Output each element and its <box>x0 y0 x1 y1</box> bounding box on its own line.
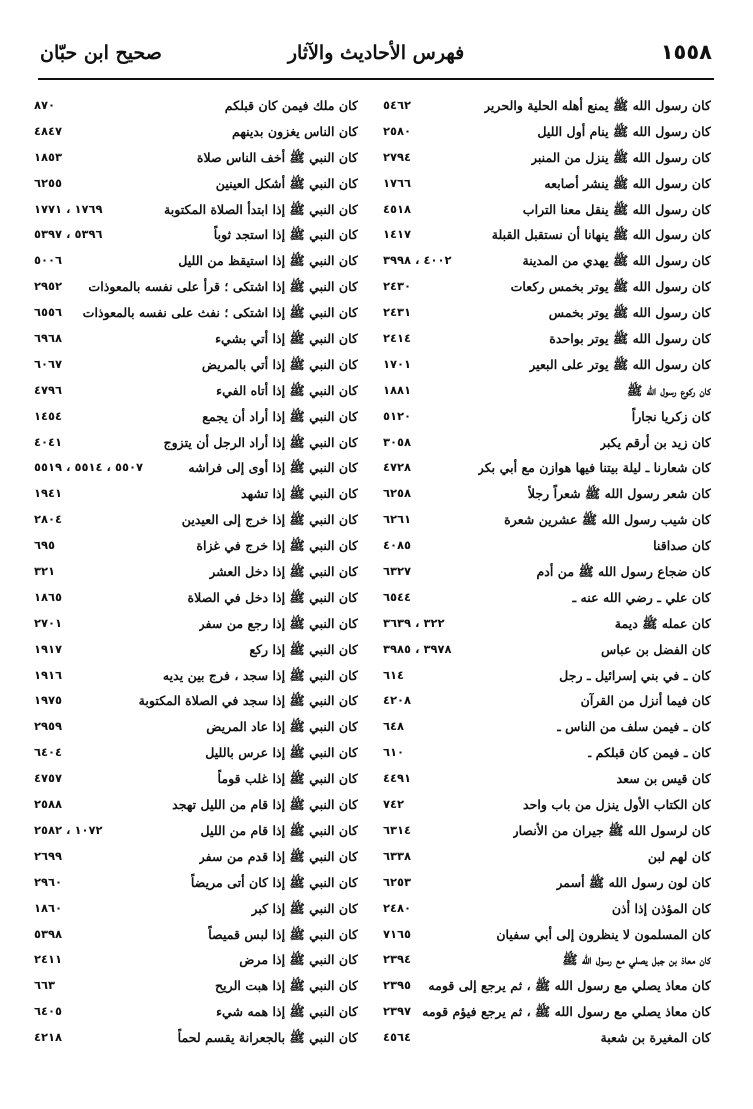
index-entry <box>32 611 358 637</box>
entry-text: كان النبي ﷺ إذا قام من الليل تهجد <box>172 797 358 813</box>
index-entry <box>32 378 358 404</box>
entry-text: كان النبي ﷺ بالجعرانة يقسم لحماً <box>177 1030 358 1046</box>
index-entry <box>381 197 711 223</box>
index-entry <box>381 637 711 663</box>
index-entry <box>381 947 711 973</box>
entry-text: كان لون رسول الله ﷺ أسمر <box>556 874 711 890</box>
index-entry <box>32 663 358 689</box>
entry-reference: ٦٣٢٧ <box>383 564 412 579</box>
entry-text: كان رسول الله ﷺ يوتر على البعير <box>529 356 711 372</box>
entry-text: كان شعارنا ـ ليلة بيتنا فيها هوازن مع أبي بكر <box>477 460 711 476</box>
entry-reference: ٦٢٥٨ <box>383 486 412 501</box>
index-entry <box>32 326 358 352</box>
entry-reference: ٤٠٠٢ ، ٣٩٩٨ <box>383 253 452 268</box>
entry-text: كان شعر رسول الله ﷺ شعراً رجلاً <box>527 486 711 502</box>
index-entry <box>32 248 358 274</box>
index-entry <box>381 222 711 248</box>
entry-text: كان ـ فيمن سلف من الناس ـ <box>557 719 711 735</box>
entry-text: كان المؤذن إذا أذن <box>611 900 711 916</box>
index-entry <box>381 507 711 533</box>
entry-reference: ٥٤٦٢ <box>383 98 412 112</box>
entry-reference: ٢٤٣١ <box>383 305 412 320</box>
entry-text: كان معاذ بن جبل يصلي مع رسول الله ﷺ <box>562 952 711 968</box>
entry-reference: ٢٧٩٤ <box>383 149 412 164</box>
entry-text: كان النبي ﷺ إذا دخل العشر <box>209 564 358 580</box>
entry-text: كان لرسول الله ﷺ جيران من الأنصار <box>512 822 711 838</box>
entry-reference: ٤٠٤١ <box>34 434 63 449</box>
entry-text: كان ـ في بني إسرائيل ـ رجل <box>559 667 711 683</box>
entry-text: كان النبي ﷺ إذا رجع من سفر <box>198 615 358 631</box>
index-entry <box>381 922 711 948</box>
index-entry <box>32 352 358 378</box>
index-entry <box>381 559 711 585</box>
entry-text: كان النبي ﷺ إذا هبت الريح <box>215 978 358 994</box>
entry-text: كان المسلمون لا ينظرون إلى أبي سفيان <box>496 926 711 942</box>
entry-reference: ٣٠٥٨ <box>383 434 412 449</box>
entry-reference: ٣٢٢ ، ٣٦٣٩ <box>383 615 445 630</box>
entry-reference: ٢٧٠١ <box>34 615 63 630</box>
entry-text: كان النبي ﷺ إذا غلب قوماً <box>217 771 358 787</box>
book-title: صحيح ابن حبّان <box>40 42 162 64</box>
entry-reference: ٦٥٤٤ <box>383 589 412 604</box>
index-entry <box>381 999 711 1025</box>
entry-reference: ٢٤٨٠ <box>383 900 412 915</box>
index-entry <box>381 404 711 430</box>
index-entry <box>381 326 711 352</box>
entry-reference: ٦٢٥٣ <box>383 874 412 889</box>
entry-reference: ١٩٤١ <box>34 486 63 501</box>
index-entry <box>32 999 358 1025</box>
entry-reference: ٤٢٠٨ <box>383 693 412 708</box>
entry-reference: ٨٧٠ <box>34 98 56 112</box>
entry-reference: ٥٥٠٧ ، ٥٥١٤ ، ٥٥١٩ <box>34 460 144 475</box>
index-entry <box>32 171 358 197</box>
entry-text: كان النبي ﷺ إذا قدم من سفر <box>198 848 358 864</box>
entry-text: كان النبي ﷺ إذا أتي بشيء <box>215 331 358 347</box>
entry-reference: ٣٢١ <box>34 564 56 579</box>
entry-reference: ٦٣٣٨ <box>383 848 412 863</box>
entry-reference: ٢٩٦٠ <box>34 874 63 889</box>
index-entry <box>381 378 711 404</box>
index-entry <box>32 766 358 792</box>
index-entry <box>381 533 711 559</box>
entry-reference: ١٩١٦ <box>34 667 63 682</box>
entry-reference: ٣٩٧٨ ، ٣٩٨٥ <box>383 641 452 656</box>
entry-text: كان النبي ﷺ إذا كان أتى مريضاً <box>190 874 358 890</box>
index-entry <box>381 792 711 818</box>
entry-reference: ٢٣٩٧ <box>383 1004 412 1019</box>
entry-text: كان النبي ﷺ إذا لبس قميصاً <box>208 926 358 942</box>
entry-reference: ٢٥٨٨ <box>34 797 63 812</box>
entry-reference: ٥٣٩٦ ، ٥٣٩٧ <box>34 227 103 242</box>
entry-text: كان فيما أنزل من القرآن <box>580 693 711 709</box>
index-entry <box>32 585 358 611</box>
entry-reference: ١٨٦٥ <box>34 589 63 604</box>
entry-reference: ٤٠٨٥ <box>383 538 412 553</box>
entry-reference: ٢٦٩٩ <box>34 848 63 863</box>
index-entry <box>32 559 358 585</box>
entry-reference: ٦٩٥ <box>34 538 56 553</box>
page-title: فهرس الأحاديث والآثار <box>287 42 465 64</box>
entry-reference: ١٩١٧ <box>34 641 63 656</box>
entry-text: كان زكريا نجاراً <box>631 408 711 424</box>
index-entry <box>381 430 711 456</box>
entry-reference: ٢٤١٤ <box>383 331 412 346</box>
index-entry <box>32 455 358 481</box>
index-entry <box>381 740 711 766</box>
entry-reference: ٥٣٩٨ <box>34 926 63 941</box>
entry-reference: ١٨٨١ <box>383 382 412 397</box>
index-entry <box>32 93 358 119</box>
index-entry <box>381 352 711 378</box>
entry-text: كان النبي ﷺ إذا همه شيء <box>216 1004 358 1020</box>
entry-reference: ٦١٠ <box>383 745 405 760</box>
entry-reference: ٢٤١١ <box>34 952 63 967</box>
entry-reference: ٦٥٥٦ <box>34 305 63 320</box>
index-entry <box>32 507 358 533</box>
index-entry <box>381 818 711 844</box>
entry-reference: ١٤١٧ <box>383 227 412 242</box>
entry-reference: ٤٢١٨ <box>34 1030 63 1045</box>
entry-reference: ٦٩٦٨ <box>34 331 63 346</box>
entry-reference: ٤٤٩١ <box>383 771 412 786</box>
entry-reference: ٤٧٩٦ <box>34 382 63 397</box>
entry-text: كان قيس بن سعد <box>616 771 711 787</box>
index-entry <box>381 973 711 999</box>
entry-text: كان رسول الله ﷺ ينقل معنا التراب <box>522 201 711 217</box>
entry-reference: ٤٥١٨ <box>383 201 412 216</box>
index-entry <box>32 818 358 844</box>
entry-text: كان رسول الله ﷺ ينام أول الليل <box>537 123 711 139</box>
entry-text: كان النبي ﷺ إذا خرج إلى العيدين <box>181 512 358 528</box>
index-entry <box>32 404 358 430</box>
entry-text: كان المغيرة بن شعبة <box>600 1030 711 1046</box>
entry-reference: ١٨٦٠ <box>34 900 63 915</box>
index-entry <box>381 611 711 637</box>
entry-text: كان النبي ﷺ إذا تشهد <box>240 486 358 502</box>
entry-reference: ٦٤٠٤ <box>34 745 63 760</box>
entry-reference: ٢٣٩٤ <box>383 952 412 967</box>
entry-reference: ٥١٢٠ <box>383 408 412 423</box>
entry-text: كان النبي ﷺ إذا أتي بالمريض <box>201 356 358 372</box>
entry-reference: ٤٧٥٧ <box>34 771 63 786</box>
index-entry <box>32 792 358 818</box>
index-entry <box>32 688 358 714</box>
index-entry <box>32 870 358 896</box>
entry-reference: ٦٤٠٥ <box>34 1004 63 1019</box>
entry-reference: ٦٢٦١ <box>383 512 412 527</box>
index-entry <box>381 455 711 481</box>
index-entry <box>32 274 358 300</box>
index-entry <box>32 637 358 663</box>
entry-reference: ١٧٦٩ ، ١٧٧١ <box>34 201 103 216</box>
entry-reference: ٢٥٨٠ <box>383 123 412 138</box>
index-entry <box>32 740 358 766</box>
index-entry <box>381 481 711 507</box>
entry-reference: ٧١٦٥ <box>383 926 412 941</box>
entry-text: كان رسول الله ﷺ يوتر بخمس <box>548 305 711 321</box>
entry-text: كان النبي ﷺ أخف الناس صلاة <box>196 149 358 165</box>
index-entry <box>381 896 711 922</box>
index-entry <box>32 973 358 999</box>
index-entry <box>32 197 358 223</box>
index-entry <box>32 533 358 559</box>
entry-text: كان زيد بن أرقم يكبر <box>599 434 711 450</box>
entry-reference: ١٠٧٢ ، ٢٥٨٢ <box>34 822 103 837</box>
entry-reference: ١٩٧٥ <box>34 693 63 708</box>
entry-reference: ٤٧٢٨ <box>383 460 412 475</box>
index-entry <box>32 1025 358 1051</box>
entry-reference: ٢٩٥٢ <box>34 279 63 294</box>
entry-reference: ٦١٤ <box>383 667 405 682</box>
header-rule <box>38 78 714 80</box>
index-entry <box>381 714 711 740</box>
index-entry <box>32 481 358 507</box>
entry-text: كان رسول الله ﷺ يوتر بواحدة <box>549 331 711 347</box>
entry-text: كان شيب رسول الله ﷺ عشرين شعرة <box>504 512 711 528</box>
entry-reference: ٦٢٥٥ <box>34 175 63 190</box>
entry-text: كان ـ فيمن كان قبلكم ـ <box>587 745 711 761</box>
index-entry <box>381 171 711 197</box>
entry-text: كان النبي ﷺ إذا قام من الليل <box>200 822 358 838</box>
entry-text: كان رسول الله ﷺ ينزل من المنبر <box>530 149 711 165</box>
index-entry <box>381 766 711 792</box>
entry-reference: ١٨٥٣ <box>34 149 63 164</box>
entry-text: كان النبي ﷺ إذا سجد ، فرج بين يديه <box>162 667 358 683</box>
entry-text: كان الناس يغزون بدينهم <box>231 123 358 139</box>
index-entry <box>32 844 358 870</box>
index-entry <box>381 585 711 611</box>
entry-reference: ١٧٠١ <box>383 356 412 371</box>
entry-reference: ٦٤٨ <box>383 719 405 734</box>
index-column-left <box>32 93 358 1051</box>
entry-text: كان رسول الله ﷺ ينشر أصابعه <box>544 175 711 191</box>
entry-reference: ٢٣٩٥ <box>383 978 412 993</box>
index-entry <box>381 1025 711 1051</box>
entry-reference: ٥٠٠٦ <box>34 253 63 268</box>
index-entry <box>32 430 358 456</box>
entry-text: كان النبي ﷺ إذا خرج في غزاة <box>196 538 358 554</box>
index-entry <box>32 300 358 326</box>
entry-text: كان النبي ﷺ إذا اشتكى ؛ قرأ على نفسه بالمعوذات <box>88 279 358 295</box>
index-entry <box>381 145 711 171</box>
entry-text: كان النبي ﷺ إذا أتاه الفيء <box>216 382 358 398</box>
entry-text: كان النبي ﷺ إذا دخل في الصلاة <box>187 589 358 605</box>
entry-text: كان رسول الله ﷺ يوتر بخمس ركعات <box>510 279 711 295</box>
index-entry <box>381 93 711 119</box>
entry-text: كان رسول الله ﷺ ينهانا أن نستقبل القبلة <box>491 227 711 243</box>
index-entry <box>381 663 711 689</box>
index-entry <box>32 714 358 740</box>
index-column-right <box>381 93 711 1051</box>
entry-reference: ٦٠٦٧ <box>34 356 63 371</box>
entry-text: كان النبي ﷺ إذا عرس بالليل <box>205 745 358 761</box>
index-entry <box>381 844 711 870</box>
entry-reference: ٢٩٥٩ <box>34 719 63 734</box>
index-entry <box>381 248 711 274</box>
entry-reference: ٦٣١٤ <box>383 822 412 837</box>
entry-text: كان النبي ﷺ إذا أراد أن يجمع <box>202 408 358 424</box>
index-entry <box>32 947 358 973</box>
entry-text: كان الكتاب الأول ينزل من باب واحد <box>523 797 711 813</box>
entry-text: كان ركوع رسول الله ﷺ <box>627 382 711 398</box>
entry-reference: ٧٤٢ <box>383 797 405 812</box>
entry-text: كان النبي ﷺ إذا ابتدأ الصلاة المكتوبة <box>163 201 358 217</box>
entry-text: كان معاذ يصلي مع رسول الله ﷺ ، ثم يرجع فيؤم قومه <box>422 1004 711 1020</box>
index-entry <box>381 870 711 896</box>
entry-text: كان رسول الله ﷺ يمنع أهله الحلية والحرير <box>483 98 711 113</box>
entry-text: كان النبي ﷺ إذا أراد الرجل أن يتزوج <box>163 434 358 450</box>
entry-reference: ٢٤٣٠ <box>383 279 412 294</box>
entry-text: كان النبي ﷺ إذا سجد في الصلاة المكتوبة <box>138 693 358 709</box>
index-entry <box>381 300 711 326</box>
entry-text: كان النبي ﷺ إذا استجد ثوباً <box>213 227 358 243</box>
entry-text: كان النبي ﷺ إذا كبر <box>251 900 358 916</box>
page-number: ١٥٥٨ <box>660 40 712 64</box>
index-entry <box>32 222 358 248</box>
entry-text: كان النبي ﷺ أشكل العينين <box>215 175 358 191</box>
index-entry <box>381 688 711 714</box>
entry-text: كان النبي ﷺ إذا ركع <box>249 641 358 657</box>
entry-text: كان النبي ﷺ إذا استيقظ من الليل <box>178 253 358 269</box>
index-entry <box>32 119 358 145</box>
entry-text: كان معاذ يصلي مع رسول الله ﷺ ، ثم يرجع إلى قومه <box>428 978 711 994</box>
index-entry <box>32 896 358 922</box>
page-header <box>40 40 712 80</box>
index-entry <box>381 274 711 300</box>
entry-text: كان النبي ﷺ إذا مرض <box>239 952 358 968</box>
entry-reference: ٦٦٣ <box>34 978 56 993</box>
index-entry <box>32 145 358 171</box>
entry-reference: ١٤٥٤ <box>34 408 63 423</box>
entry-reference: ١٧٦٦ <box>383 175 412 190</box>
entry-text: كان النبي ﷺ إذا عاد المريض <box>206 719 358 735</box>
entry-text: كان ملك فيمن كان قبلكم <box>224 98 358 113</box>
entry-text: كان النبي ﷺ إذا اشتكى ؛ نفث على نفسه بالمعوذات <box>82 305 358 321</box>
entry-reference: ٤٨٤٧ <box>34 123 63 138</box>
entry-text: كان علي ـ رضي الله عنه ـ <box>572 589 711 605</box>
index-entry <box>381 119 711 145</box>
entry-text: كان صداقنا <box>653 538 711 554</box>
entry-text: كان الفضل بن عباس <box>600 641 711 657</box>
entry-reference: ٤٥٦٤ <box>383 1030 412 1045</box>
index-entry <box>32 922 358 948</box>
entry-text: كان النبي ﷺ إذا أوى إلى فراشه <box>188 460 358 476</box>
entry-text: كان ضجاع رسول الله ﷺ من أدم <box>536 564 711 580</box>
entry-reference: ٢٨٠٤ <box>34 512 63 527</box>
entry-text: كان عمله ﷺ ديمة <box>614 615 711 631</box>
entry-text: كان رسول الله ﷺ يهدي من المدينة <box>522 253 711 269</box>
entry-text: كان لهم لبن <box>647 848 711 864</box>
